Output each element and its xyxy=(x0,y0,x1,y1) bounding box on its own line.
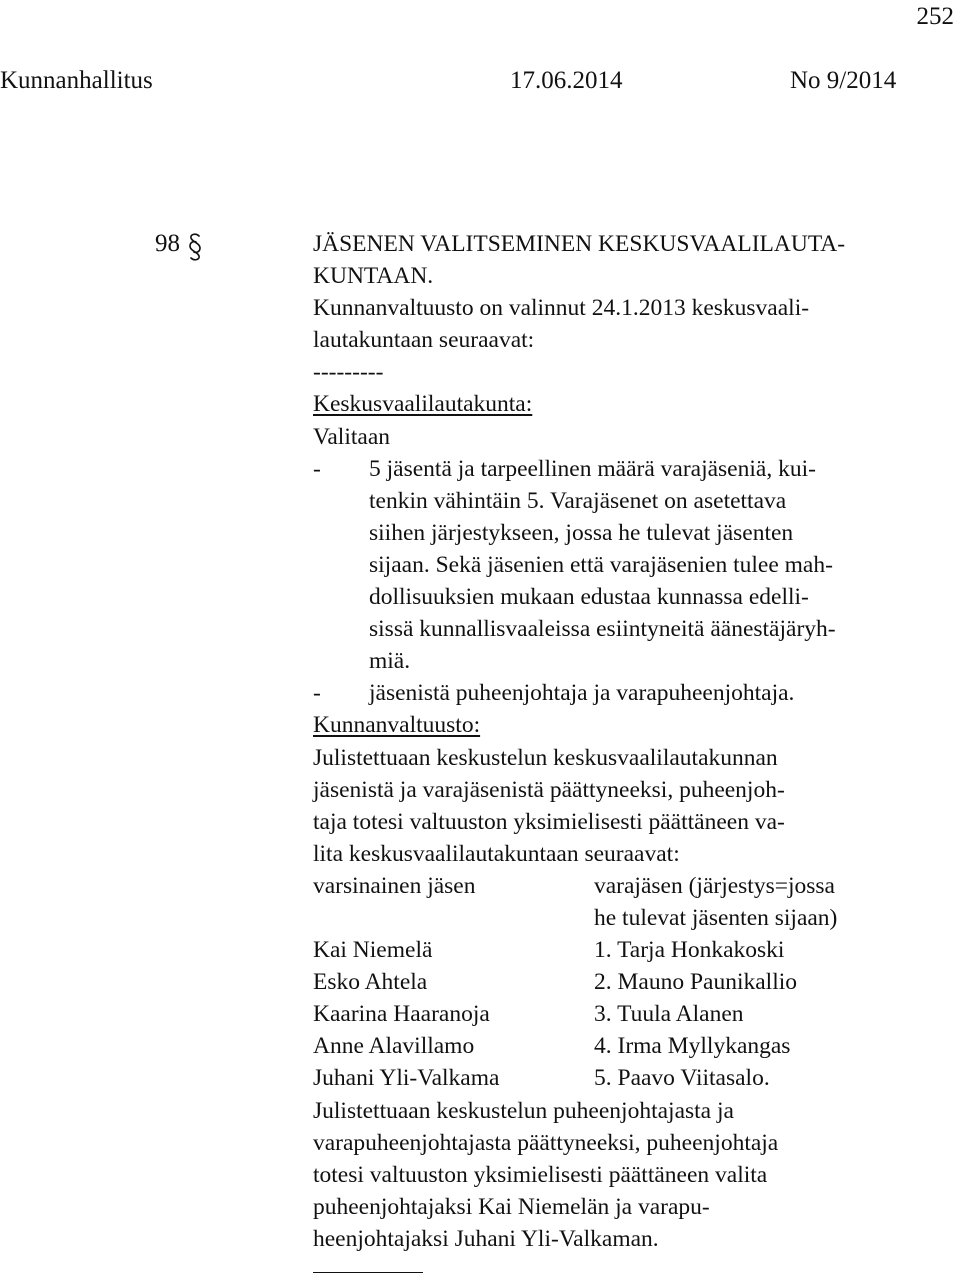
section-body xyxy=(313,228,953,1255)
table-row xyxy=(313,1030,953,1062)
list-item-line: dollisuuksien mukaan edustaa kunnassa edelli- xyxy=(369,584,809,611)
list-item-line: siihen järjestykseen, jossa he tulevat jäsenten xyxy=(369,519,794,546)
list-item-line: 5 jäsentä ja tarpeellinen määrä varajäseniä, kui- xyxy=(369,455,816,482)
member-cell: Kaarina Haaranoja xyxy=(313,1001,490,1028)
list-item-line: sijaan. Sekä jäsenien että varajäsenien tulee mah- xyxy=(369,551,833,578)
table-header-member: varsinainen jäsen xyxy=(313,872,476,899)
section-title-line-1: JÄSENEN VALITSEMINEN KESKUSVAALILAUTA- xyxy=(313,231,846,257)
header-organization: Kunnanhallitus xyxy=(0,67,153,94)
decision-line: Julistettuaan keskustelun keskusvaalilautakunnan xyxy=(313,744,778,771)
chair-line: varapuheenjohtajasta päättyneeksi, puheenjohtaja xyxy=(313,1129,779,1156)
table-row xyxy=(313,966,953,998)
separator: --------- xyxy=(313,359,384,386)
member-cell: Juhani Yli-Valkama xyxy=(313,1065,500,1092)
page-number: 252 xyxy=(916,3,954,30)
decision-line: lita keskusvaalilautakuntaan seuraavat: xyxy=(313,840,680,867)
table-header-deputy: varajäsen (järjestys=jossa xyxy=(594,872,835,899)
deputy-cell: 4. Irma Myllykangas xyxy=(594,1033,791,1060)
member-cell: Anne Alavillamo xyxy=(313,1033,475,1060)
table-header-row xyxy=(313,870,953,902)
list-item-line: tenkin vähintäin 5. Varajäsenet on asetettava xyxy=(369,487,787,514)
table-row xyxy=(313,934,953,966)
decision-line: taja totesi valtuuston yksimielisesti päättäneen va- xyxy=(313,808,785,835)
footer-rule xyxy=(313,1272,423,1273)
members-table xyxy=(313,870,953,1095)
chair-line: Julistettuaan keskustelun puheenjohtajasta ja xyxy=(313,1097,734,1124)
section-sign-icon xyxy=(186,232,204,262)
chair-line: puheenjohtajaksi Kai Niemelän ja varapu- xyxy=(313,1193,710,1220)
member-cell: Kai Niemelä xyxy=(313,937,433,964)
deputy-cell: 2. Mauno Paunikallio xyxy=(594,969,797,996)
deputy-cell: 3. Tuula Alanen xyxy=(594,1001,744,1028)
council-heading: Kunnanvaltuusto: xyxy=(313,712,481,739)
intro-line-2: lautakuntaan seuraavat: xyxy=(313,327,535,354)
list-item-members xyxy=(313,453,953,678)
chair-line: totesi valtuuston yksimielisesti päättäneen valita xyxy=(313,1161,768,1188)
list-dash: - xyxy=(313,455,321,482)
table-header-row xyxy=(313,902,953,934)
list-dash: - xyxy=(313,680,321,707)
member-cell: Esko Ahtela xyxy=(313,969,428,996)
board-heading: Keskusvaalilautakunta: xyxy=(313,391,533,418)
intro-line-1: Kunnanvaltuusto on valinnut 24.1.2013 keskusvaali- xyxy=(313,295,810,322)
decision-line: jäsenistä ja varajäsenistä päättyneeksi, puheenjoh- xyxy=(313,776,785,803)
deputy-cell: 1. Tarja Honkakoski xyxy=(594,937,785,964)
list-item-line: jäsenistä puheenjohtaja ja varapuheenjohtaja. xyxy=(369,680,795,707)
header-date: 17.06.2014 xyxy=(510,67,623,94)
table-row xyxy=(313,1062,953,1094)
table-row xyxy=(313,998,953,1030)
chair-line: heenjohtajaksi Juhani Yli-Valkaman. xyxy=(313,1225,659,1252)
deputy-cell: 5. Paavo Viitasalo. xyxy=(594,1065,770,1092)
table-header-deputy-cont: he tulevat jäsenten sijaan) xyxy=(594,904,838,931)
section-number: 98 xyxy=(155,230,180,257)
section-title-line-2: KUNTAAN. xyxy=(313,263,434,290)
list-item-line: miä. xyxy=(369,648,411,675)
list-item-chair xyxy=(313,677,953,709)
header-document-number: No 9/2014 xyxy=(790,67,897,94)
valitaan-label: Valitaan xyxy=(313,423,390,450)
list-item-line: sissä kunnallisvaaleissa esiintyneitä äänestäjäryh- xyxy=(369,616,836,643)
